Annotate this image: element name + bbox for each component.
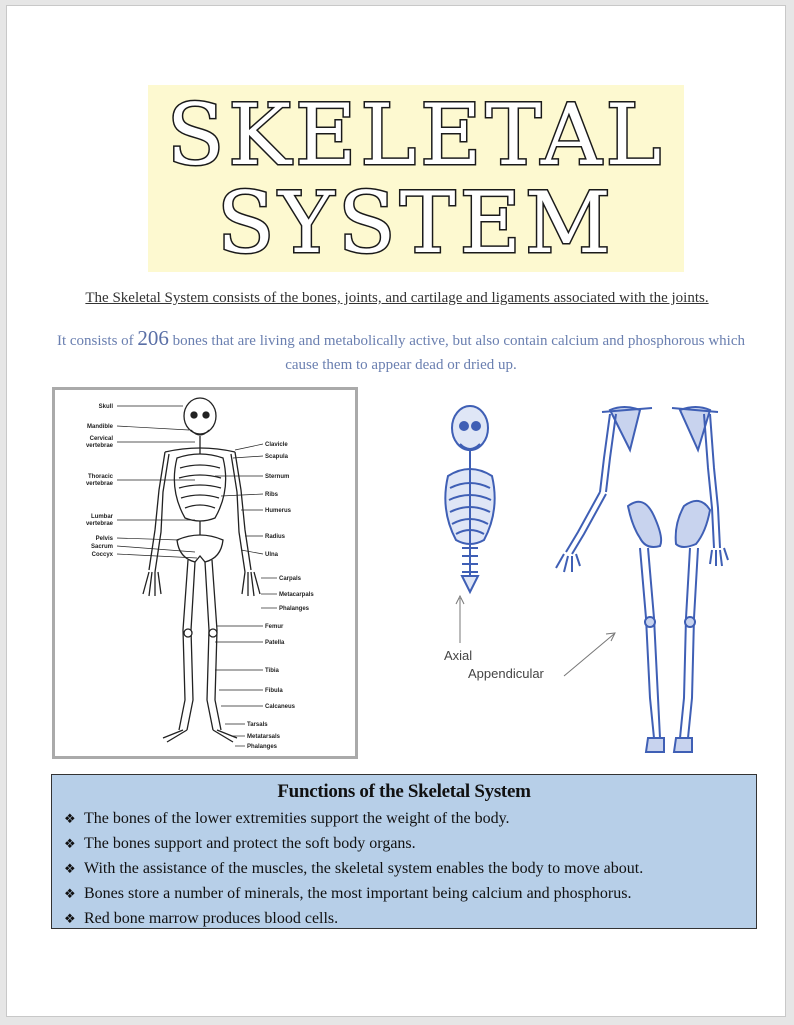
diamond-bullet-icon: ❖ <box>64 862 76 877</box>
list-item <box>64 832 643 857</box>
list-item <box>64 857 643 882</box>
label-calcaneus: Calcaneus <box>265 704 296 710</box>
diamond-bullet-icon: ❖ <box>64 837 76 852</box>
label-scapula: Scapula <box>265 454 289 460</box>
list-item-text: Red bone marrow produces blood cells. <box>84 910 339 927</box>
label-ulna: Ulna <box>265 552 279 558</box>
label-femur: Femur <box>265 624 284 630</box>
label-humerus: Humerus <box>265 508 292 514</box>
label-tarsals: Tarsals <box>247 722 268 728</box>
list-item-text: With the assistance of the muscles, the skeletal system enables the body to move about. <box>84 860 644 877</box>
label-lumbar: Lumbar <box>90 514 113 520</box>
title-line-1: SKELETAL <box>166 86 666 184</box>
intro-definition: The Skeletal System consists of the bones, joints, and cartilage and ligaments associated with the joints. <box>85 290 709 306</box>
diamond-bullet-icon: ❖ <box>64 887 76 902</box>
functions-list <box>64 807 643 932</box>
list-item-text: Bones store a number of minerals, the most important being calcium and phosphorus. <box>84 885 632 902</box>
label-pelvis: Pelvis <box>95 536 113 542</box>
label-clavicle: Clavicle <box>265 442 288 448</box>
label-lumbar-vertebrae: vertebrae <box>85 521 113 527</box>
label-skull: Skull <box>98 404 113 410</box>
document-page <box>6 5 786 1017</box>
intro-text-post: bones that are living and metabolically active, but also contain calcium and phosphorous which cause them to appear dead or dried up. <box>168 333 745 373</box>
axial-appendicular-illustration <box>414 398 759 763</box>
skeleton-illustration <box>55 390 355 756</box>
diamond-bullet-icon: ❖ <box>64 812 76 827</box>
label-metatarsals: Metatarsals <box>247 734 281 740</box>
label-cervical: Cervical <box>89 436 113 442</box>
label-appendicular: Appendicular <box>468 666 544 681</box>
label-phalanges-hand: Phalanges <box>279 606 310 612</box>
label-sacrum: Sacrum <box>90 544 113 550</box>
label-phalanges-foot: Phalanges <box>247 744 278 750</box>
functions-title: Functions of the Skeletal System <box>277 781 531 802</box>
list-item-text: The bones support and protect the soft body organs. <box>84 835 416 852</box>
list-item <box>64 807 643 832</box>
label-sternum: Sternum <box>265 474 290 480</box>
bone-count: 206 <box>137 326 169 350</box>
title-line-2: SYSTEM <box>217 174 615 272</box>
label-cervical-vertebrae: vertebrae <box>85 443 113 449</box>
list-item-text: The bones of the lower extremities support the weight of the body. <box>84 810 510 827</box>
label-patella: Patella <box>265 640 285 646</box>
label-fibula: Fibula <box>265 688 283 694</box>
label-thoracic: Thoracic <box>87 474 113 480</box>
functions-box <box>51 774 757 929</box>
label-coccyx: Coccyx <box>91 552 113 558</box>
label-carpals: Carpals <box>279 576 302 582</box>
label-thoracic-vertebrae: vertebrae <box>85 481 113 487</box>
label-axial: Axial <box>444 648 473 663</box>
intro-text-pre: It consists of <box>56 333 138 349</box>
label-mandible: Mandible <box>86 424 113 430</box>
title-banner <box>148 85 684 272</box>
label-tibia: Tibia <box>265 668 279 674</box>
intro-bone-count-text <box>51 326 751 377</box>
label-metacarpals: Metacarpals <box>279 592 314 598</box>
labeled-skeleton-diagram <box>52 387 358 759</box>
label-radius: Radius <box>265 534 286 540</box>
diamond-bullet-icon: ❖ <box>64 912 76 927</box>
axial-appendicular-diagram <box>414 398 759 763</box>
list-item <box>64 882 643 907</box>
list-item <box>64 907 643 932</box>
label-ribs: Ribs <box>265 492 279 498</box>
